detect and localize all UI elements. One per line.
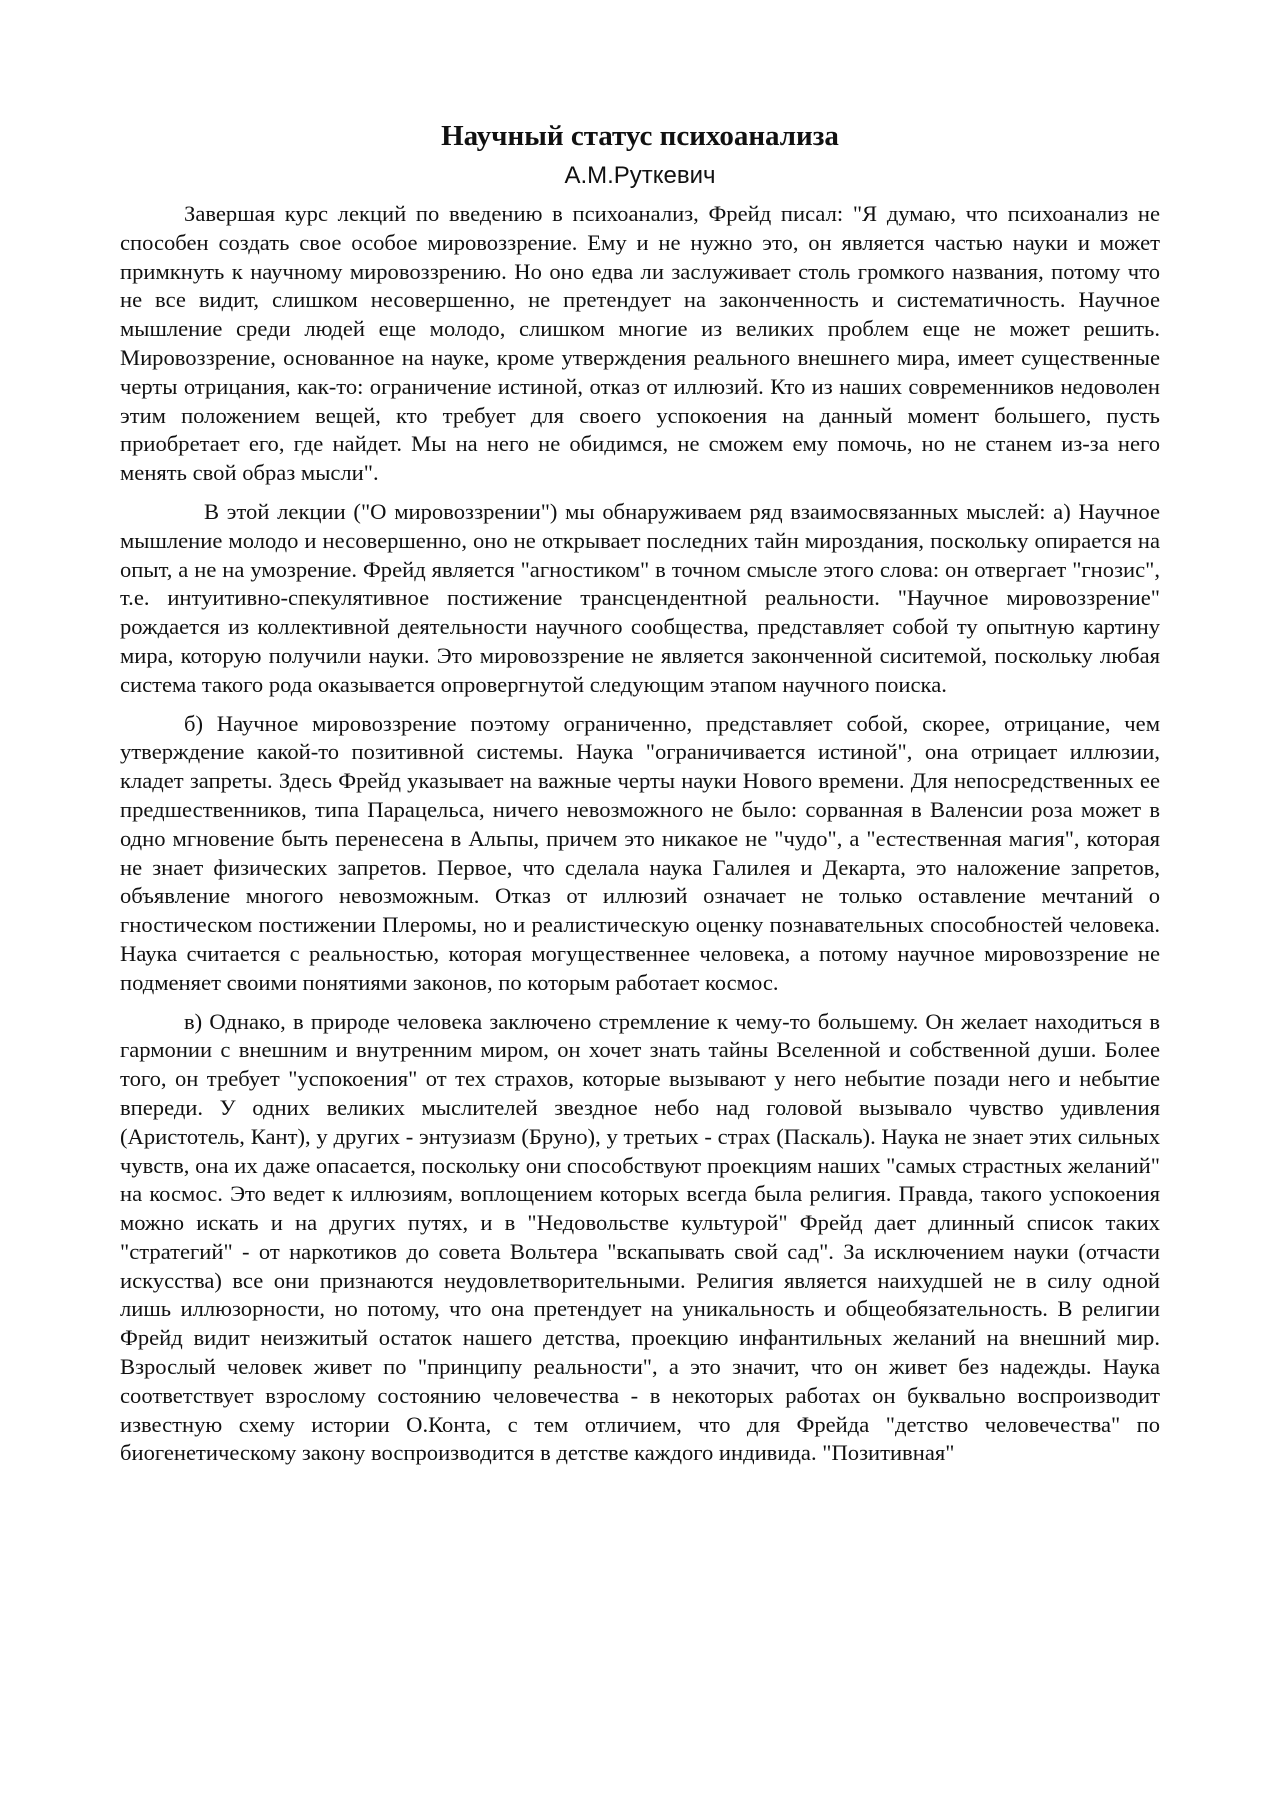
paragraph-point-a: В этой лекции ("О мировоззрении") мы обнаруживаем ряд взаимосвязанных мыслей: а) Научное мышление молодо и несовершенно, оно не открывает последних тайн мироздания, поскольку опирается на опыт, а не на умозрение. Фрейд является "агностиком" в точном смысле этого слова: он отвергает "гнозис", т.е. интуитивно-спекулятивное постижение трансцендентной реальности. "Научное мировоззрение" рождается из коллективной деятельности научного сообщества, представляет собой ту опытную картину мира, которую получили науки. Это мировоззрение не является законченной сиситемой, поскольку любая система такого рода оказывается опровергнутой следующим этапом научного поиска. [120, 498, 1160, 697]
paragraph-point-c: в) Однако, в природе человека заключено стремление к чему-то большему. Он желает находиться в гармонии с внешним и внутренним миром, он хочет знать тайны Вселенной и собственной души. Более того, он требует "успокоения" от тех страхов, которые вызывают у него небытие позади него и небытие впереди. У одних великих мыслителей звездное небо над головой вызывало чувство удивления (Аристотель, Кант), у других - энтузиазм (Бруно), у третьих - страх (Паскаль). Наука не знает этих сильных чувств, она их даже опасается, поскольку они способствуют проекциям наших "самых страстных желаний" на космос. Это ведет к иллюзиям, воплощением которых всегда была религия. Правда, такого успокоения можно искать и на других путях, и в "Недовольстве культурой" Фрейд дает длинный список таких "стратегий" - от наркотиков до совета Вольтера "вскапывать свой сад". За исключением науки (отчасти искусства) все они признаются неудовлетворительными. Религия является наихудшей не в силу одной лишь иллюзорности, но потому, что она претендует на уникальность и общеобязательность. В религии Фрейд видит неизжитый остаток нашего детства, проекцию инфантильных желаний на внешний мир. Взрослый человек живет по "принципу реальности", а это значит, что он живет без надежды. Наука соответствует взрослому состоянию человечества - в некоторых работах он буквально воспроизводит известную схему истории О.Конта, с тем отличием, что для Фрейда "детство человечества" по биогенетическому закону воспроизводится в детстве каждого индивида. "Позитивная" [120, 1008, 1160, 1466]
paragraph-point-b: б) Научное мировоззрение поэтому ограниченно, представляет собой, скорее, отрицание, чем утверждение какой-то позитивной системы. Наука "ограничивается истиной", она отрицает иллюзии, кладет запреты. Здесь Фрейд указывает на важные черты науки Нового времени. Для непосредственных ее предшественников, типа Парацельса, ничего невозможного не было: сорванная в Валенсии роза может в одно мгновение быть перенесена в Альпы, причем это никакое не "чудо", а "естественная магия", которая не знает физических запретов. Первое, что сделала наука Галилея и Декарта, это наложение запретов, объявление многого невозможным. Отказ от иллюзий означает не только оставление мечтаний о гностическом постижении Плеромы, но и реалистическую оценку познавательных способностей человека. Наука считается с реальностью, которая могущественнее человека, а потому научное мировоззрение не подменяет своими понятиями законов, по которым работает космос. [120, 710, 1160, 995]
document-body [120, 118, 1160, 1478]
author-name: А.М.Руткевич [564, 162, 716, 189]
page-title: Научный статус психоанализа [441, 120, 839, 152]
paragraph-intro-quote: Завершая курс лекций по введению в психоанализ, Фрейд писал: "Я думаю, что психоанализ не способен создать свое особое мировоззрение. Ему и не нужно это, он является частью науки и может примкнуть к научному мировоззрению. Но оно едва ли заслуживает столь громкого названия, потому что не все видит, слишком несовершенно, не претендует на законченность и систематичность. Научное мышление среди людей еще молодо, слишком многие из великих проблем еще не может решить. Мировоззрение, основанное на науке, кроме утверждения реального внешнего мира, имеет существенные черты отрицания, как-то: ограничение истиной, отказ от иллюзий. Кто из наших современников недоволен этим положением вещей, кто требует для своего успокоения на данный момент большего, пусть приобретает его, где найдет. Мы на него не обидимся, не сможем ему помочь, но не станем из-за него менять свой образ мысли". [120, 201, 1160, 486]
